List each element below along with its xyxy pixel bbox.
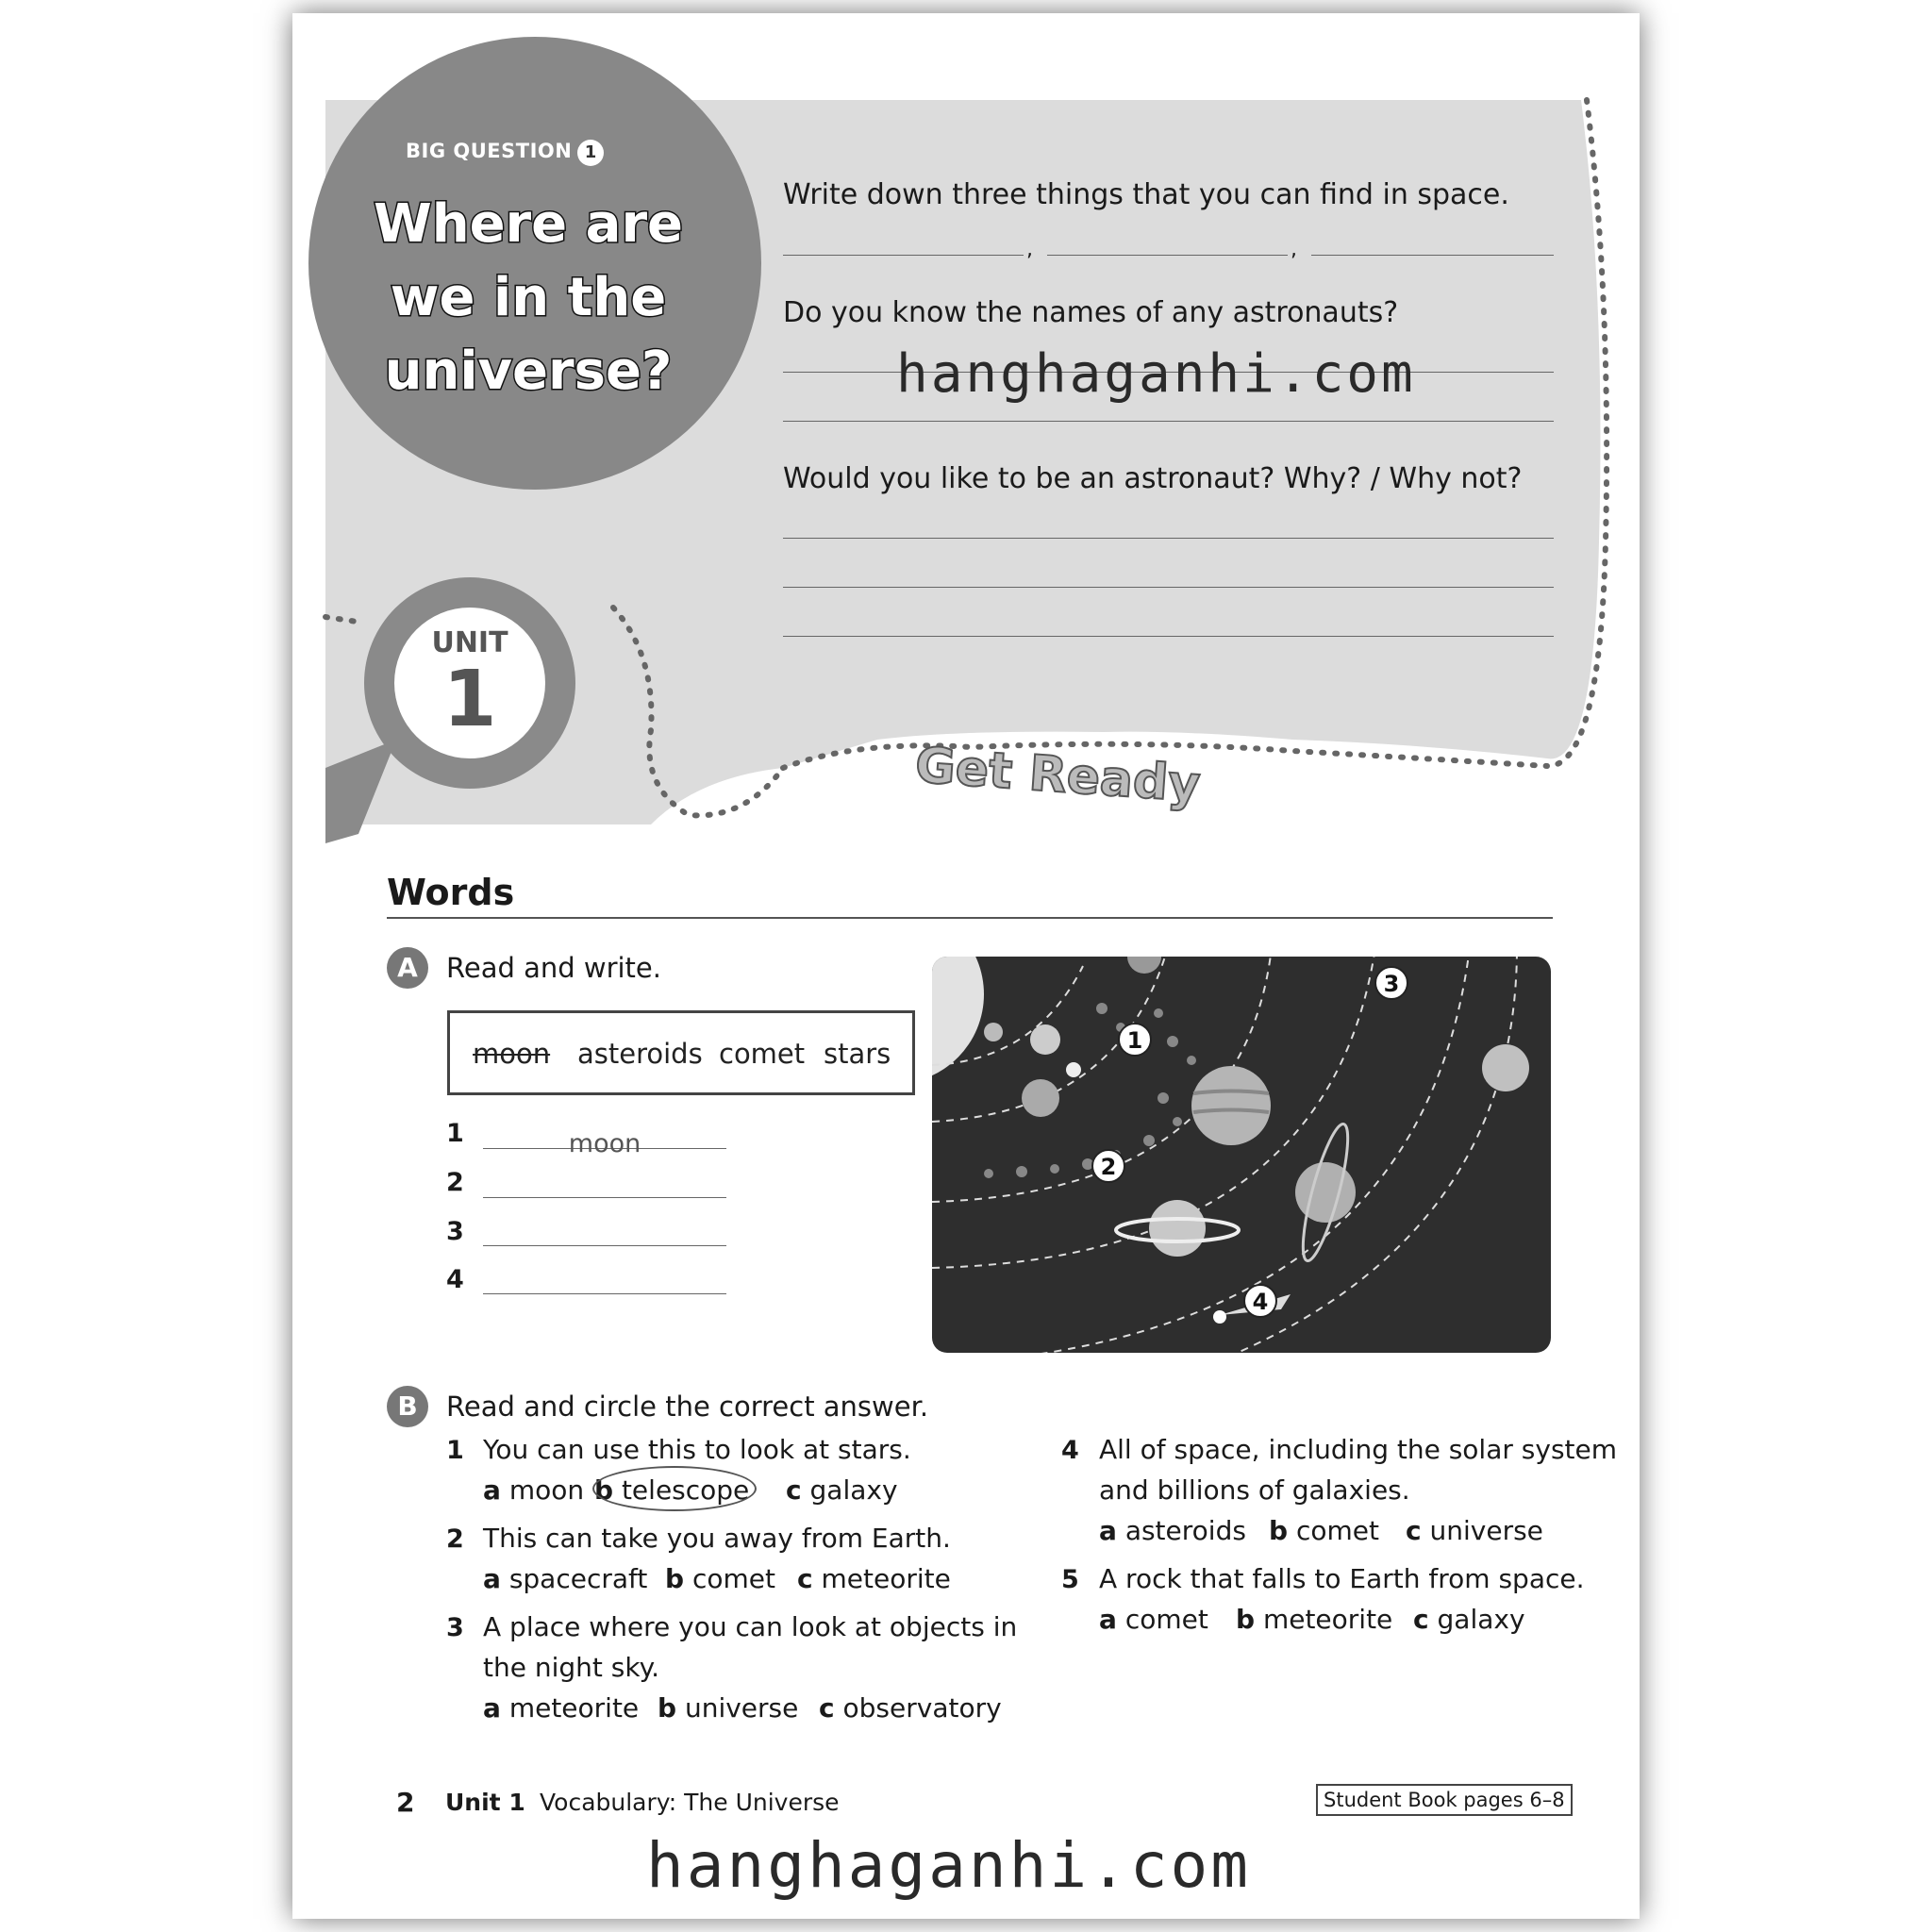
answer-field[interactable] bbox=[483, 1274, 726, 1294]
exercise-b-badge: B bbox=[387, 1386, 428, 1427]
option-a[interactable]: a meteorite bbox=[483, 1692, 640, 1724]
watermark-bottom: hanghaganhi.com bbox=[646, 1829, 1252, 1902]
unit-label: UNIT bbox=[431, 626, 508, 659]
get-ready-question-3: Would you like to be an astronaut? Why? / Why not? bbox=[783, 462, 1523, 495]
word-bank bbox=[447, 1010, 915, 1095]
big-question-title: Where are we in the universe? bbox=[373, 193, 684, 402]
footer-topic: Vocabulary: The Universe bbox=[540, 1789, 840, 1816]
answer-line[interactable] bbox=[783, 636, 1554, 637]
answer-circle bbox=[592, 1466, 757, 1511]
words-heading: Words bbox=[387, 872, 515, 913]
option-c[interactable]: c galaxy bbox=[786, 1474, 898, 1506]
item-number: 4 bbox=[446, 1265, 464, 1294]
comma: , bbox=[1026, 238, 1033, 261]
exercise-b-instruction: Read and circle the correct answer. bbox=[446, 1391, 929, 1423]
question-text: the night sky. bbox=[483, 1652, 660, 1683]
question-text: and billions of galaxies. bbox=[1099, 1474, 1410, 1506]
word-bank-item: moon bbox=[473, 1038, 551, 1070]
question-number: 1 bbox=[446, 1436, 464, 1465]
answer-field[interactable] bbox=[483, 1226, 726, 1246]
illustration-label: 1 bbox=[1126, 1027, 1143, 1054]
student-book-reference: Student Book pages 6–8 bbox=[1316, 1784, 1573, 1816]
item-number: 1 bbox=[446, 1119, 464, 1148]
answer-line[interactable] bbox=[783, 587, 1554, 588]
option-c[interactable]: c observatory bbox=[819, 1692, 1002, 1724]
question-text: All of space, including the solar system bbox=[1099, 1434, 1618, 1465]
answer-line[interactable] bbox=[783, 538, 1554, 539]
option-c[interactable]: c universe bbox=[1406, 1515, 1543, 1546]
get-ready-question-2: Do you know the names of any astronauts? bbox=[783, 296, 1399, 329]
answer-line[interactable] bbox=[783, 421, 1554, 422]
question-text: A rock that falls to Earth from space. bbox=[1099, 1563, 1585, 1594]
question-number: 3 bbox=[446, 1613, 464, 1642]
option-c[interactable]: c meteorite bbox=[797, 1563, 951, 1594]
workbook-page bbox=[292, 13, 1640, 1919]
illustration-label: 4 bbox=[1252, 1289, 1269, 1315]
word-bank-item: asteroids bbox=[577, 1038, 703, 1070]
page-number: 2 bbox=[396, 1787, 415, 1818]
heading-rule bbox=[387, 917, 1553, 919]
option-b[interactable]: b universe bbox=[658, 1692, 799, 1724]
option-b[interactable]: b comet bbox=[1269, 1515, 1379, 1546]
answer-line[interactable] bbox=[1047, 255, 1288, 256]
option-a[interactable]: a spacecraft bbox=[483, 1563, 648, 1594]
question-number: 2 bbox=[446, 1524, 464, 1554]
option-a[interactable]: a asteroids bbox=[1099, 1515, 1246, 1546]
big-question-number: 1 bbox=[577, 140, 604, 166]
get-ready-banner: Get Ready bbox=[913, 737, 1203, 814]
illustration-label: 3 bbox=[1383, 971, 1400, 997]
option-b[interactable]: b comet bbox=[665, 1563, 775, 1594]
answer-line[interactable] bbox=[783, 255, 1024, 256]
get-ready-question-1: Write down three things that you can find in space. bbox=[783, 178, 1509, 211]
question-text: This can take you away from Earth. bbox=[483, 1523, 951, 1554]
item-number: 3 bbox=[446, 1217, 464, 1246]
word-bank-item: stars bbox=[824, 1038, 891, 1070]
question-text: A place where you can look at objects in bbox=[483, 1611, 1018, 1642]
exercise-a-badge: A bbox=[387, 947, 428, 989]
option-b[interactable]: b telescope bbox=[594, 1474, 750, 1506]
question-number: 5 bbox=[1061, 1565, 1079, 1594]
exercise-a-instruction: Read and write. bbox=[446, 952, 661, 984]
option-a[interactable]: a comet bbox=[1099, 1604, 1208, 1635]
question-text: You can use this to look at stars. bbox=[483, 1434, 911, 1465]
answer-field[interactable] bbox=[483, 1178, 726, 1198]
option-a[interactable]: a moon bbox=[483, 1474, 585, 1506]
big-question-label: BIG QUESTION 1 bbox=[406, 140, 604, 166]
question-number: 4 bbox=[1061, 1436, 1079, 1465]
illustration-label: 2 bbox=[1100, 1154, 1117, 1180]
comma: , bbox=[1291, 238, 1297, 261]
solar-system-illustration bbox=[932, 957, 1551, 1353]
footer-unit: Unit 1 bbox=[445, 1789, 525, 1816]
item-number: 2 bbox=[446, 1168, 464, 1197]
answer-line[interactable] bbox=[1311, 255, 1554, 256]
word-bank-item: comet bbox=[719, 1038, 806, 1070]
option-b[interactable]: b meteorite bbox=[1236, 1604, 1393, 1635]
option-c[interactable]: c galaxy bbox=[1413, 1604, 1525, 1635]
answer-field[interactable]: moon bbox=[483, 1129, 726, 1149]
unit-number: 1 bbox=[442, 655, 497, 744]
watermark-top: hanghaganhi.com bbox=[896, 343, 1416, 405]
